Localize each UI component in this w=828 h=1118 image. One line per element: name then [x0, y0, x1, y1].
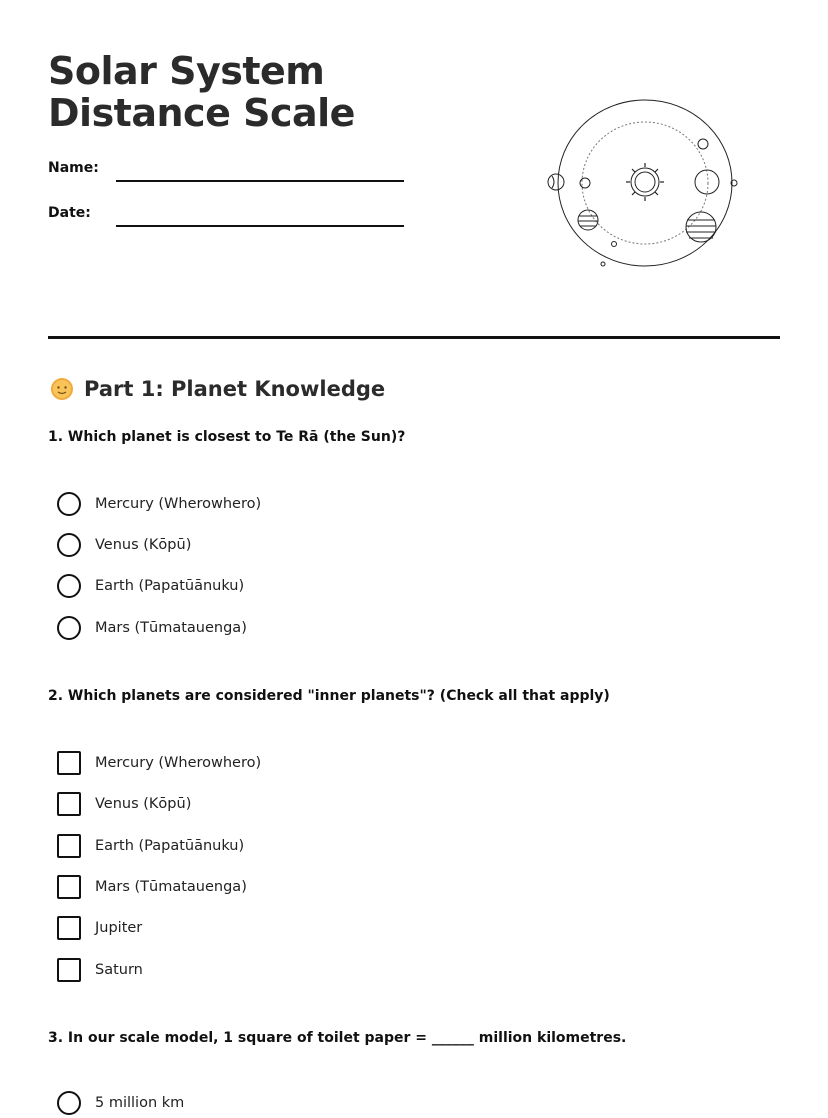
- option-label: Mercury (Wherowhero): [95, 496, 262, 512]
- question-1: 1. Which planet is closest to Te Rā (the Sun)?: [48, 429, 406, 445]
- checkbox[interactable]: [57, 875, 81, 899]
- radio-button[interactable]: [57, 574, 81, 598]
- section-title: Part 1: Planet Knowledge: [84, 377, 386, 401]
- q2-option-mars[interactable]: [57, 874, 247, 900]
- section-divider: [48, 336, 780, 339]
- option-label: 5 million km: [95, 1095, 185, 1111]
- q2-option-venus[interactable]: [57, 791, 191, 817]
- option-label: Mercury (Wherowhero): [95, 755, 262, 771]
- q2-option-jupiter[interactable]: [57, 915, 142, 941]
- solar-system-icon: [540, 94, 740, 274]
- q2-option-saturn[interactable]: [57, 957, 143, 983]
- question-3: 3. In our scale model, 1 square of toilet paper = ______ million kilometres.: [48, 1030, 627, 1046]
- radio-button[interactable]: [57, 492, 81, 516]
- option-label: Earth (Papatūānuku): [95, 838, 245, 854]
- checkbox[interactable]: [57, 834, 81, 858]
- q1-option-mercury[interactable]: [57, 491, 261, 517]
- option-label: Mars (Tūmatauenga): [95, 879, 247, 895]
- section-header: [48, 374, 385, 404]
- option-label: Jupiter: [95, 920, 143, 936]
- checkbox[interactable]: [57, 751, 81, 775]
- question-2: 2. Which planets are considered "inner planets"? (Check all that apply): [48, 688, 610, 704]
- radio-button[interactable]: [57, 1091, 81, 1115]
- checkbox[interactable]: [57, 916, 81, 940]
- name-field[interactable]: [116, 180, 404, 182]
- option-label: Venus (Kōpū): [95, 796, 192, 812]
- date-field[interactable]: [116, 225, 404, 227]
- checkbox[interactable]: [57, 792, 81, 816]
- q1-option-earth[interactable]: [57, 573, 244, 599]
- q2-option-earth[interactable]: [57, 833, 244, 859]
- q1-option-venus[interactable]: [57, 532, 191, 558]
- option-label: Venus (Kōpū): [95, 537, 192, 553]
- radio-button[interactable]: [57, 533, 81, 557]
- option-label: Earth (Papatūānuku): [95, 578, 245, 594]
- q3-option-5-million[interactable]: [57, 1090, 184, 1116]
- checkbox[interactable]: [57, 958, 81, 982]
- name-label: Name:: [48, 160, 99, 176]
- radio-button[interactable]: [57, 616, 81, 640]
- option-label: Mars (Tūmatauenga): [95, 620, 247, 636]
- option-label: Saturn: [95, 962, 143, 978]
- sun-emoji-icon: [48, 375, 76, 403]
- page-title: Solar System Distance Scale: [48, 49, 355, 135]
- date-label: Date:: [48, 205, 91, 221]
- q2-option-mercury[interactable]: [57, 750, 261, 776]
- q1-option-mars[interactable]: [57, 615, 247, 641]
